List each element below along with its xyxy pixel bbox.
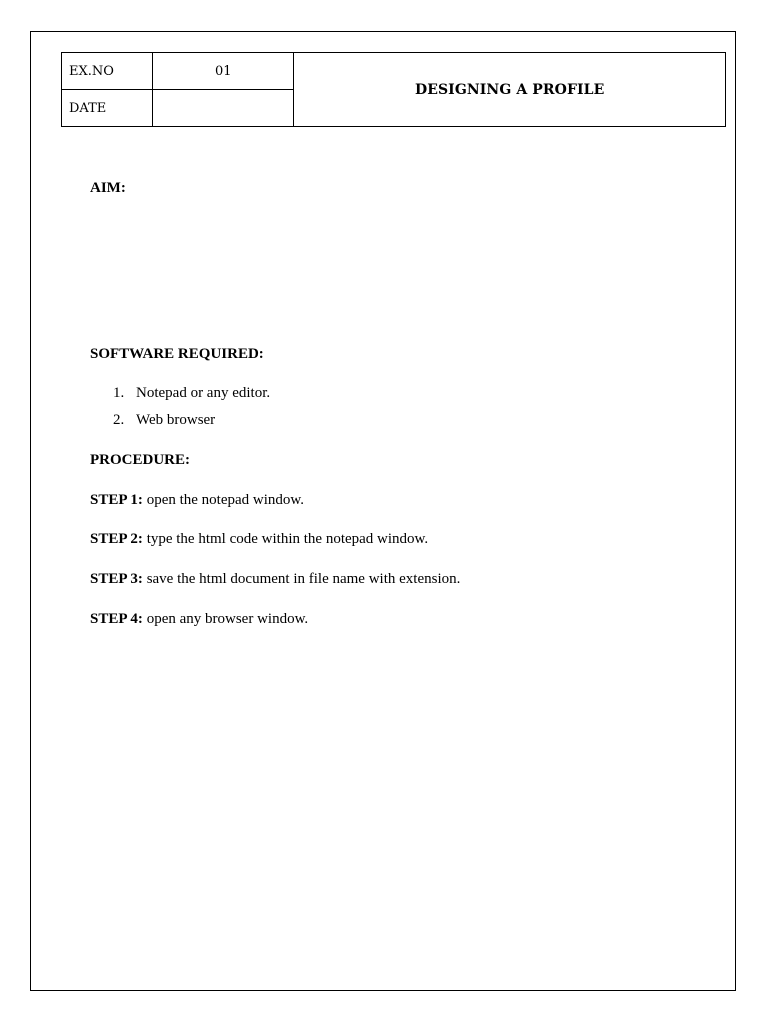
- step-label: STEP 1:: [90, 492, 143, 508]
- procedure-step: [90, 610, 308, 628]
- software-required-heading: SOFTWARE REQUIRED:: [90, 346, 264, 362]
- date-label: DATE: [62, 90, 153, 127]
- list-item: [90, 384, 270, 411]
- experiment-title: DESIGNING A PROFILE: [294, 53, 726, 127]
- step-text: open any browser window.: [142, 611, 309, 627]
- procedure-heading: PROCEDURE:: [90, 452, 190, 468]
- date-value: [153, 90, 294, 127]
- step-text: save the html document in file name with extension.: [142, 571, 461, 587]
- list-item-text: Notepad or any editor.: [136, 385, 271, 401]
- header-table: [61, 52, 726, 127]
- list-item-number: 2.: [113, 412, 125, 428]
- exno-label: EX.NO: [62, 53, 153, 90]
- list-item: [90, 411, 270, 438]
- exno-value: 01: [153, 53, 294, 90]
- list-item-text: Web browser: [136, 412, 216, 428]
- step-label: STEP 2:: [90, 531, 143, 547]
- step-text: type the html code within the notepad window.: [142, 531, 429, 547]
- procedure-step: [90, 491, 304, 509]
- aim-heading: AIM:: [90, 180, 126, 196]
- page-border: [30, 31, 736, 991]
- step-text: open the notepad window.: [142, 492, 305, 508]
- step-label: STEP 4:: [90, 611, 143, 627]
- software-list: [90, 384, 270, 438]
- step-label: STEP 3:: [90, 571, 143, 587]
- procedure-step: [90, 530, 428, 548]
- procedure-step: [90, 570, 460, 588]
- list-item-number: 1.: [113, 385, 125, 401]
